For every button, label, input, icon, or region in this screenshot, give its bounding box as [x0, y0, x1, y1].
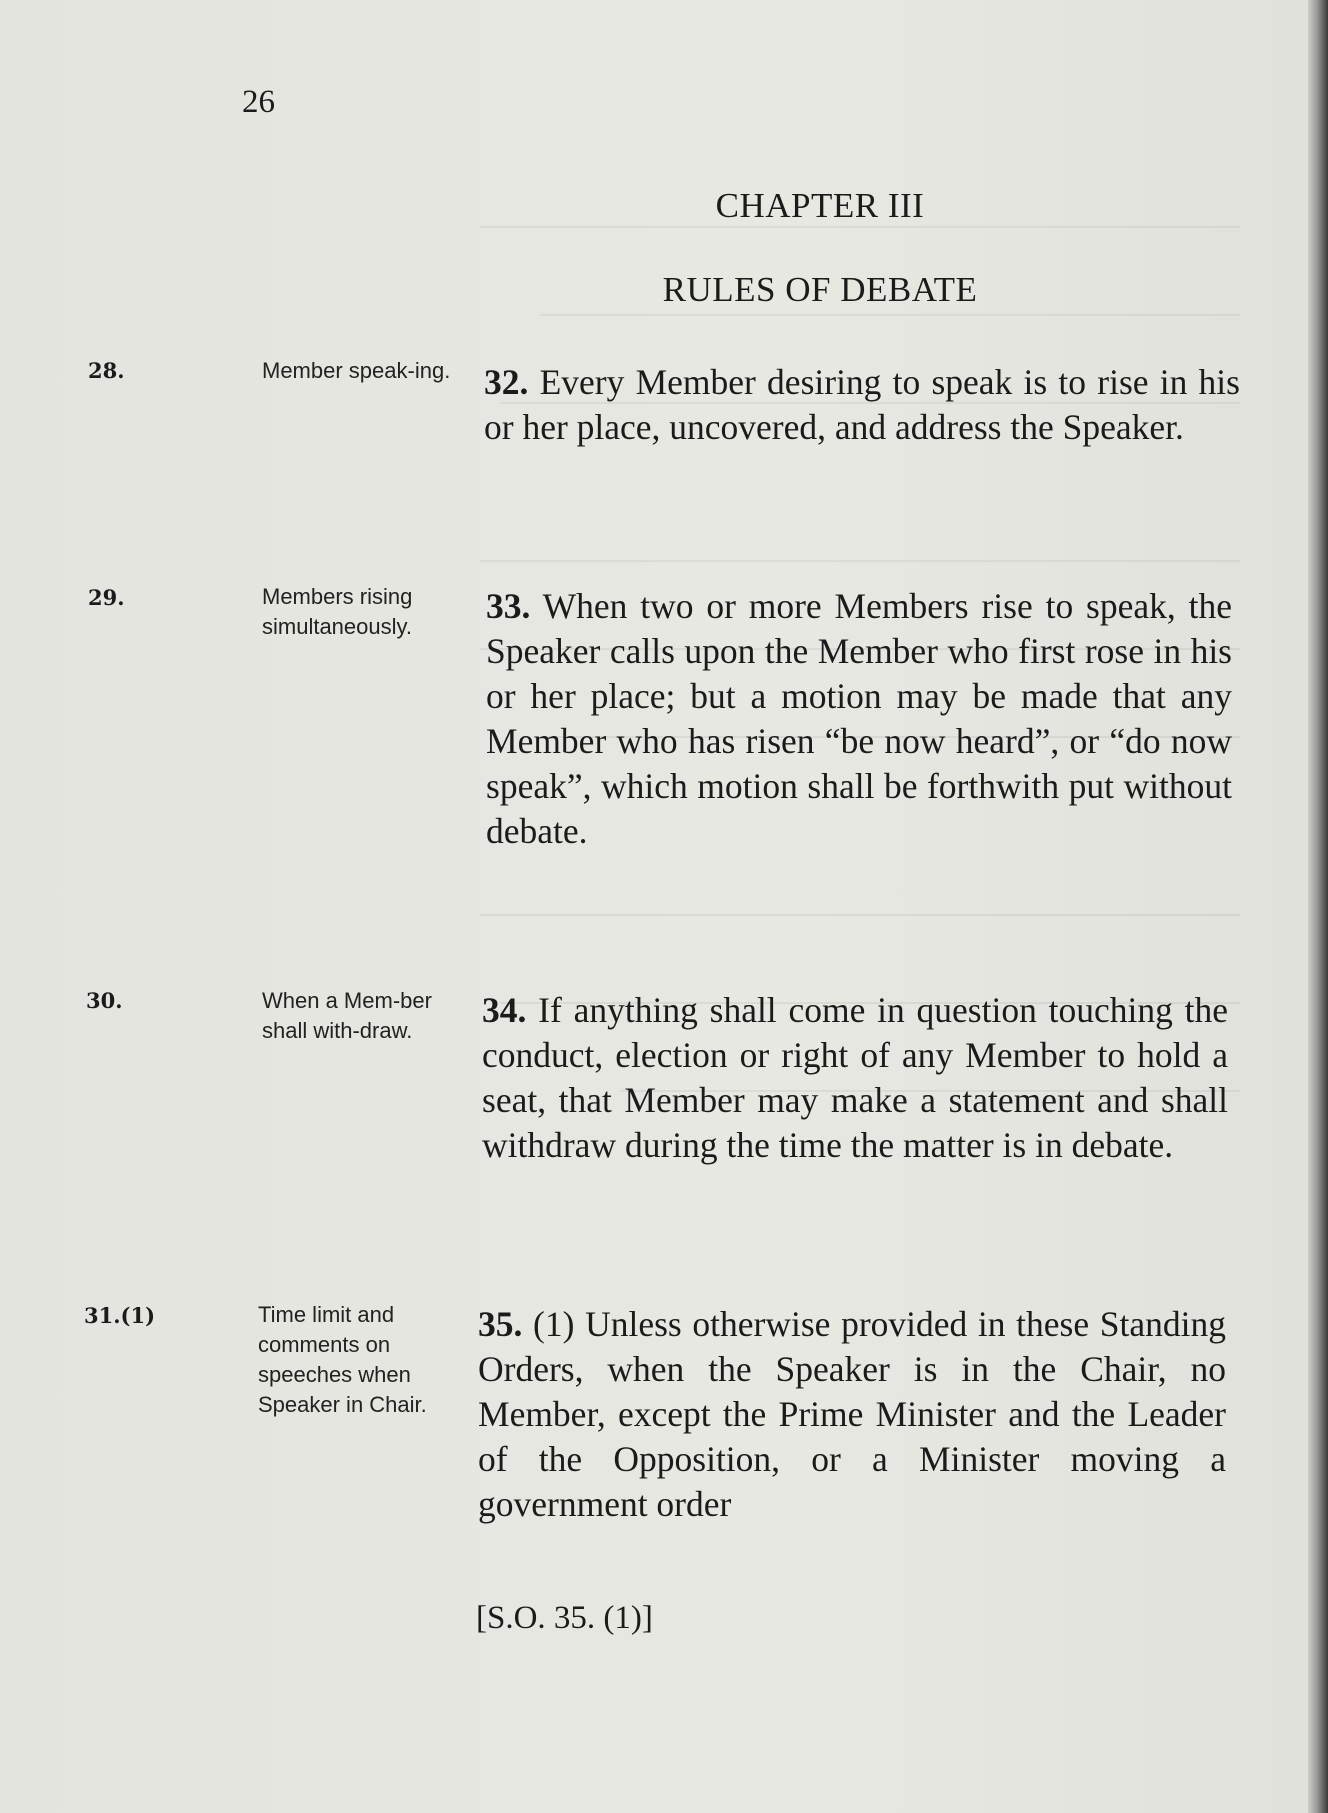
- rule-number: 33.: [486, 586, 531, 626]
- old-rule-number: 29.: [88, 585, 125, 610]
- old-rule-number: 31.(1): [84, 1303, 156, 1328]
- page-number: 26: [242, 84, 275, 120]
- rule-paragraph: [482, 988, 1228, 1168]
- rule-text: Every Member desiring to speak is to rise in his or her place, uncovered, and address the Speaker.: [484, 362, 1240, 447]
- chapter-subtitle: RULES OF DEBATE: [662, 270, 978, 309]
- rule-paragraph: [484, 360, 1240, 450]
- rule-text: If anything shall come in question touching the conduct, election or right of any Member to hold a seat, that Member may make a statement and shall withdraw during the time the matter is in debate.: [482, 990, 1228, 1165]
- marginal-note: Members rising simultaneously.: [262, 584, 413, 639]
- rule-text: When two or more Members rise to speak, the Speaker calls upon the Member who first rose in his or her place; but a motion may be made that any Member who has risen “be now heard”, or “do now speak”, which motion shall be forthwith put without debate.: [486, 586, 1232, 851]
- marginal-note: Time limit and comments on speeches when Speaker in Chair.: [258, 1302, 427, 1417]
- old-rule-number: 30.: [86, 988, 123, 1013]
- rule-number: 32.: [484, 362, 529, 402]
- marginal-note: Member speak-ing.: [262, 358, 451, 383]
- marginal-note: When a Mem-ber shall with-draw.: [262, 988, 432, 1043]
- rule-number: 35.: [478, 1304, 523, 1344]
- rule-paragraph: [478, 1302, 1226, 1527]
- old-rule-number: 28.: [88, 358, 125, 383]
- rule-number: 34.: [482, 990, 527, 1030]
- standing-order-citation: [S.O. 35. (1)]: [476, 1600, 653, 1636]
- chapter-title: CHAPTER III: [715, 186, 925, 225]
- page-edge: [1308, 0, 1328, 1813]
- rule-paragraph: [486, 584, 1232, 854]
- rule-text: (1) Unless otherwise provided in these Standing Orders, when the Speaker is in the Chair, no Member, except the Prime Minister and the Leader of the Opposition, or a Minister moving a government order: [478, 1304, 1227, 1524]
